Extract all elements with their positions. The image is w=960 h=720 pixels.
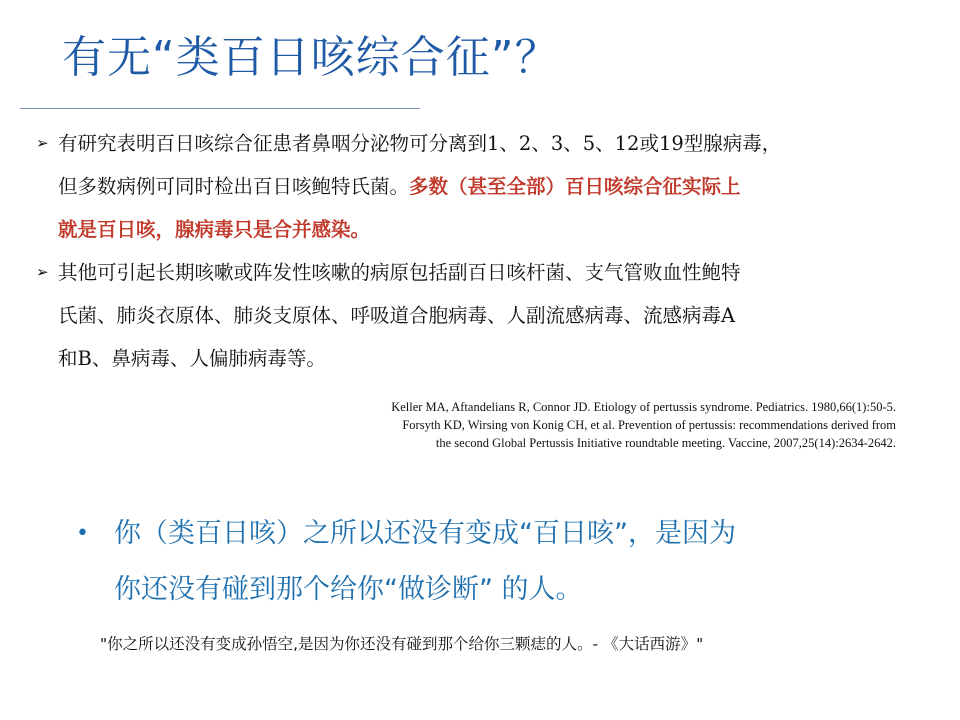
title-underline <box>20 108 420 109</box>
movie-quote: "你之所以还没有变成孙悟空,是因为你还没有碰到那个给你三颗痣的人。- 《大话西游》" <box>100 635 704 653</box>
bullet-line: 其他可引起长期咳嗽或阵发性咳嗽的病原包括副百日咳杆菌、支气管败血性鲍特 <box>58 261 741 284</box>
arrow-bullet-icon: ➢ <box>36 263 49 281</box>
bullet-line <box>58 165 916 208</box>
emphasis-text: 就是百日咳，腺病毒只是合并感染。 <box>58 218 371 241</box>
bullet-dot-icon: • <box>76 521 89 546</box>
bullet-line: 和B、鼻病毒、人偏肺病毒等。 <box>58 347 326 370</box>
bullet-line: 有研究表明百日咳综合征患者鼻咽分泌物可分离到1、2、3、5、12或19型腺病毒， <box>58 132 782 155</box>
arrow-bullet-icon: ➢ <box>36 134 49 152</box>
quote-line: 你还没有碰到那个给你“做诊断” 的人。 <box>114 574 583 605</box>
reference-line: Forsyth KD, Wirsing von Konig CH, et al. Prevention of pertussis: recommendations derived from <box>402 418 896 432</box>
bullet-line: 氏菌、肺炎衣原体、肺炎支原体、呼吸道合胞病毒、人副流感病毒、流感病毒A <box>58 304 736 327</box>
reference-line: Keller MA, Aftandelians R, Connor JD. Etiology of pertussis syndrome. Pediatrics. 1980,66(1):50-5. <box>391 400 896 414</box>
bullet-list <box>36 122 916 380</box>
quote-line: 你（类百日咳）之所以还没有变成“百日咳”，是因为 <box>114 518 736 549</box>
references <box>196 398 896 452</box>
bullet-adenovirus <box>36 122 916 251</box>
emphasis-text: 多数（甚至全部）百日咳综合征实际上 <box>409 175 741 198</box>
bullet-other-pathogens <box>36 251 916 380</box>
reference-line: the second Global Pertussis Initiative roundtable meeting. Vaccine, 2007,25(14):2634-2642. <box>435 436 896 450</box>
highlight-quote <box>76 506 916 618</box>
slide-title: 有无“类百日咳综合征”？ <box>62 32 560 83</box>
bullet-text: 但多数病例可同时检出百日咳鲍特氏菌。 <box>58 175 410 198</box>
